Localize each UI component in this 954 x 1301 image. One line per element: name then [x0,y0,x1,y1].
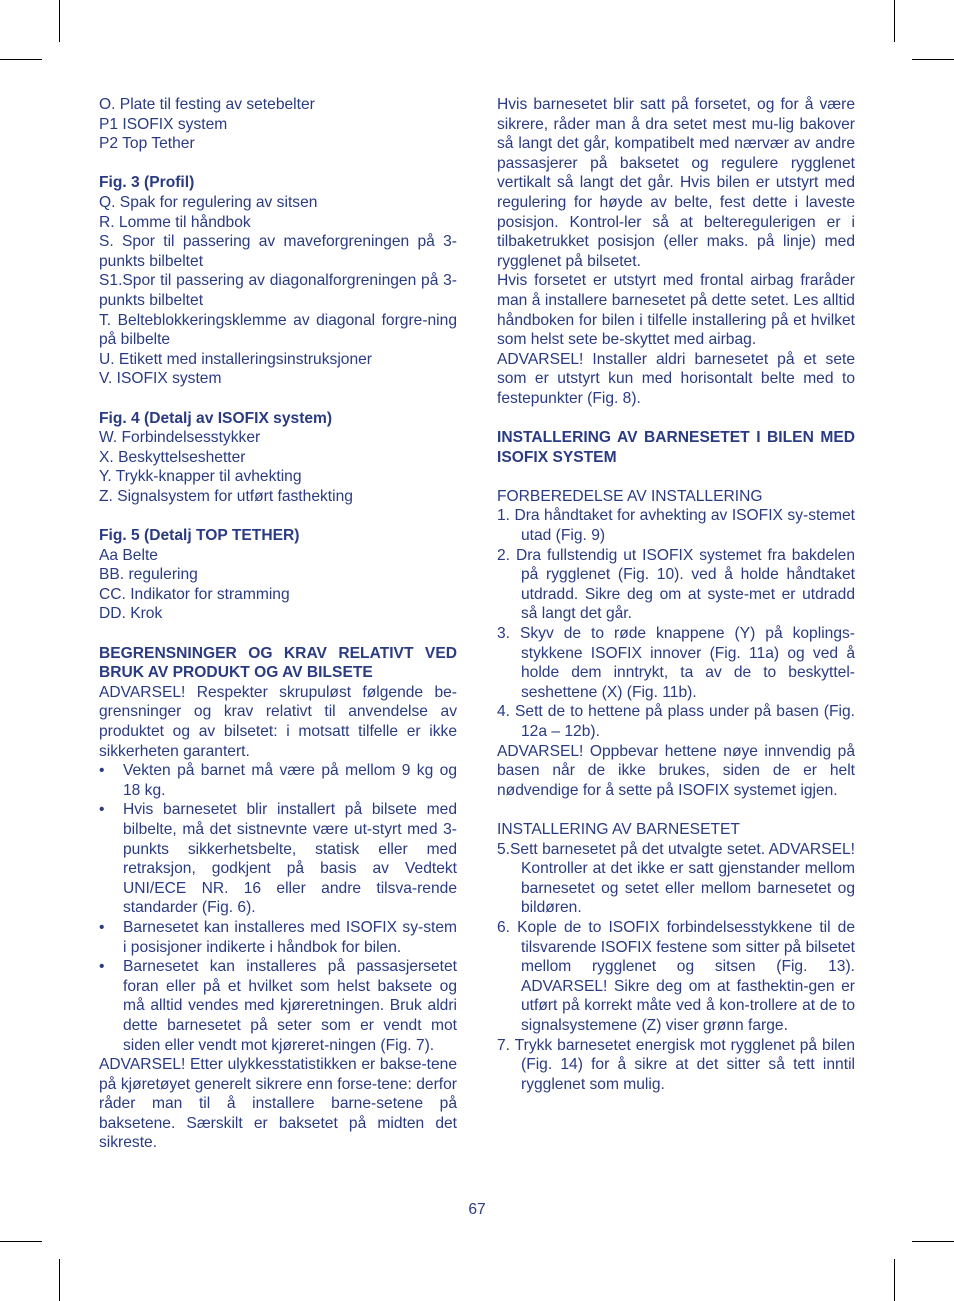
prep-warning: ADVARSEL! Oppbevar hettene nøye innvendig på basen når de ikke brukes, siden de er helt nødvendige for å sette på ISOFIX systemet igjen. [497,742,855,799]
part-item: W. Forbindelsesstykker [99,429,261,447]
list-item: 6. Kople de to ISOFIX forbindelsesstykkene til de tilsvarende ISOFIX festene som sitter på bilsetet mellom rygglenet og sitsen (Fig. 13). ADVARSEL! Sikre deg om at fasthektin-gen er utført på korrekt måte ved å kon-trollere at de to signalsystemene (Z) viser grønn farge. [497,918,855,1034]
crop-mark [59,0,60,42]
part-item: Q. Spak for regulering av sitsen [99,193,318,211]
crop-mark [894,1259,895,1301]
part-item: P1 ISOFIX system [99,115,228,133]
list-item: 7. Trykk barnesetet energisk mot rygglenet på bilen (Fig. 14) for å sikre at det sitter så tett inntil rygglenet som mulig. [497,1036,855,1093]
list-item: • Hvis barnesetet blir installert på bilsete med bilbelte, må det sistnevnte være ut-styrt med 3-punkts sikkerhetsbelte, statisk eller med retraksjon, godkjent på basis av Vedtekt UNI/ECE NR. 16 eller andre tilsva-rende standarder (Fig. 6). [99,800,457,918]
part-item: Aa Belte [99,546,158,564]
fig4-heading: Fig. 4 (Detalj av ISOFIX system) [99,409,333,427]
page-number: 67 [468,1201,486,1218]
part-item: O. Plate til festing av setebelter [99,96,315,113]
restrictions-heading: BEGRENSNINGER OG KRAV RELATIVT VED BRUK AV PRODUKT OG AV BILSETE [99,644,457,682]
list-item: 5.Sett barnesetet på det utvalgte setet. ADVARSEL! Kontroller at det ikke er satt gjenstander mellom barnesetet og setet eller mellom barnesetet og bildøren. [497,840,855,917]
fig3-heading: Fig. 3 (Profil) [99,174,195,192]
left-column [99,95,457,1153]
part-item: Y. Trykk-knapper til avhekting [99,468,302,486]
list-item: • Barnesetet kan installeres på passasjersetet foran eller på et hvilket som helst baksete og må alltid vendes med kjøreretningen. Bruk aldri dette barnesetet på seter som er vendt mot siden eller vendt mot kjøreret-ningen (Fig. 7). [99,957,457,1055]
crop-mark [894,0,895,42]
prep-heading: FORBEREDELSE AV INSTALLERING [497,487,763,505]
seat-heading: INSTALLERING AV BARNESETET [497,820,740,838]
crop-mark [912,59,954,60]
paragraph: Hvis forsetet er utstyrt med frontal airbag fraråder man å installere barnesetet på dette setet. Les alltid håndboken for bilen i tilfelle installering på et hvilket som helst sete be-skyttet med airbag. [497,272,855,349]
list-item: 2. Dra fullstendig ut ISOFIX systemet fra bakdelen på rygglenet (Fig. 10). ved å holde håndtaket utdradd. Sikre deg om at syste-met er utdradd så langt det går. [497,546,855,623]
install-heading: INSTALLERING AV BARNESETET I BILEN MED ISOFIX SYSTEM [497,429,855,466]
prep-steps [497,506,855,741]
fig5-heading: Fig. 5 (Detalj TOP TETHER) [99,527,300,545]
crop-mark [0,59,42,60]
list-item: 3. Skyv de to røde knappene (Y) på koplings-stykkene ISOFIX innover (Fig. 11a) og ved å holde dem inntrykt, ta av de to beskyttel-seshettene (X) (Fig. 11b). [497,625,855,701]
right-column [497,95,855,1094]
restrictions-intro: ADVARSEL! Respekter skrupuløst følgende be-grensninger og krav relativt til anvendelse av produktet og av bilsetet: i motsatt tilfelle er ikke sikkerheten garantert. [99,683,457,760]
crop-mark [912,1241,954,1242]
paragraph: Hvis barnesetet blir satt på forsetet, og for å være sikrere, råder man å dra setet mest mu-lig bakover så langt det går, kompatibelt med nærvær av andre passasjerer på baksetet og regulere rygglenet vertikalt så langt det går. Hvis bilen er utstyrt med regulering for høyde av belte, fest dette i laveste posisjon. Kontrol-ler så at belteregulerigen er i tilbaketrukket posisjon (eller maks. på linje) med rygglenet på bilsetet. [497,96,855,270]
list-item: 1. Dra håndtaket for avhekting av ISOFIX sy-stemet utad (Fig. 9) [497,507,855,545]
part-item: V. ISOFIX system [99,370,222,388]
part-item: T. Belteblokkeringsklemme av diagonal forgre-ning på bilbelte [99,311,457,349]
part-item: CC. Indikator for stramming [99,585,290,603]
crop-mark [59,1259,60,1301]
list-item: • Vekten på barnet må være på mellom 9 kg og 18 kg. [99,761,457,800]
part-item: Z. Signalsystem for utført fasthekting [99,487,353,505]
part-item: BB. regulering [99,566,198,584]
restrictions-list [99,761,457,1055]
crop-mark [0,1241,42,1242]
part-item: R. Lomme til håndbok [99,213,251,231]
restrictions-warning: ADVARSEL! Etter ulykkesstatistikken er bakse-tene på kjøretøyet generelt sikrere enn forse-tene: derfor råder man til å installere barne-setene på baksetene. Særskilt er baksetet på midten det sikreste. [99,1056,457,1152]
list-item: 4. Sett de to hettene på plass under på basen (Fig. 12a – 12b). [497,703,855,740]
part-item: S1.Spor til passering av diagonalforgreningen på 3-punkts bilbeltet [99,272,457,309]
part-item: U. Etikett med installeringsinstruksjoner [99,350,372,368]
part-item: P2 Top Tether [99,135,195,153]
list-item: • Barnesetet kan installeres med ISOFIX sy-stem i posisjoner indikerte i håndbok for bilen. [99,918,457,957]
part-item: S. Spor til passering av maveforgreningen på 3-punkts bilbeltet [99,233,457,270]
paragraph: ADVARSEL! Installer aldri barnesetet på et sete som er utstyrt kun med horisontalt belte med to festepunkter (Fig. 8). [497,350,855,407]
seat-steps [497,840,855,1095]
part-item: DD. Krok [99,605,163,623]
part-item: X. Beskyttelseshetter [99,448,246,466]
